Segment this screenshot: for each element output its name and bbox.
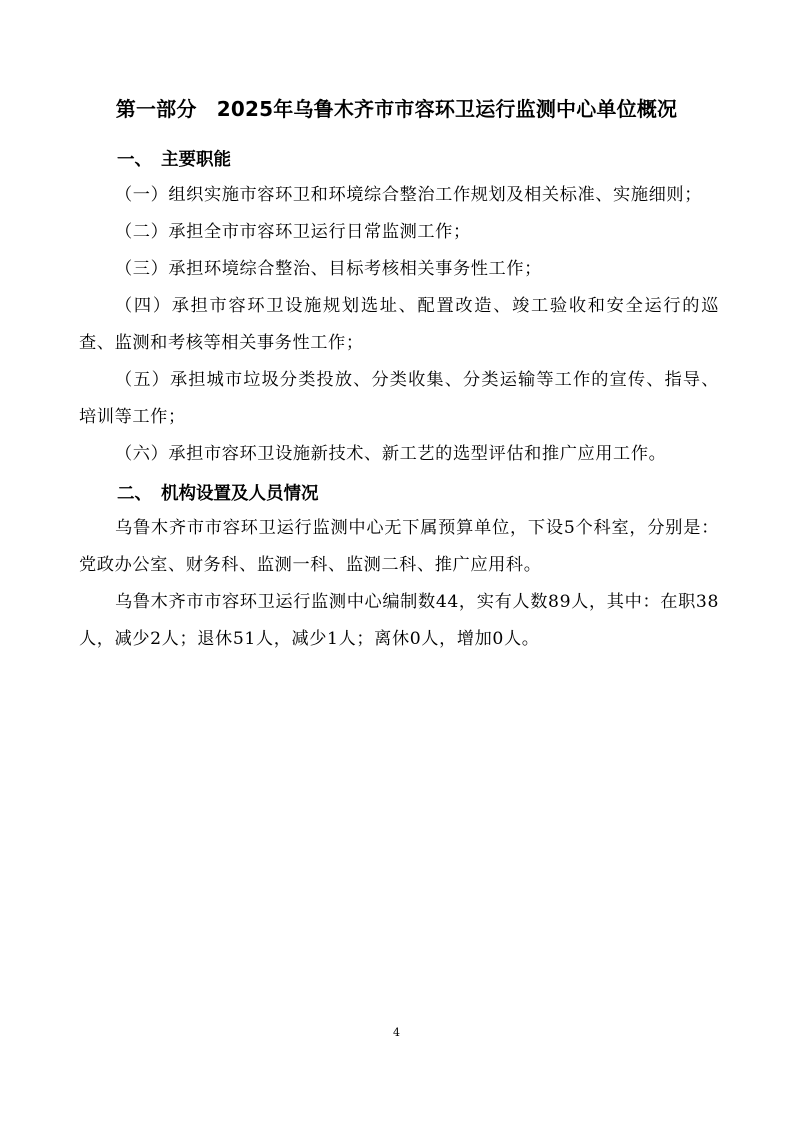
page-number: 4 [393,1026,400,1039]
paragraph: （二）承担全市市容环卫运行日常监测工作； [115,222,471,242]
paragraph: （四）承担市容环卫设施规划选址、配置改造、竣工验收和安全运行的巡查、监测和考核等相关事务性工作； [79,296,719,353]
paragraph: （六）承担市容环卫设施新技术、新工艺的选型评估和推广应用工作。 [115,444,667,464]
section-number: 二、 [117,484,152,504]
section-heading-text: 主要职能 [161,150,231,170]
section-heading-text: 机构设置及人员情况 [161,484,319,504]
page-title: 第一部分 2025年乌鲁木齐市市容环卫运行监测中心单位概况 [115,97,678,121]
section-heading-functions [117,146,231,174]
section-number: 一、 [117,150,152,170]
section-heading-organization [117,480,319,508]
paragraph: 乌鲁木齐市市容环卫运行监测中心无下属预算单位，下设5个科室，分别是：党政办公室、财务科、监测一科、监测二科、推广应用科。 [79,518,719,575]
paragraph: 乌鲁木齐市市容环卫运行监测中心编制数44，实有人数89人，其中：在职38人，减少2人；退休51人，减少1人；离休0人，增加0人。 [79,592,719,649]
paragraph: （一）组织实施市容环卫和环境综合整治工作规划及相关标准、实施细则； [115,185,702,205]
paragraph: （五）承担城市垃圾分类投放、分类收集、分类运输等工作的宣传、指导、培训等工作； [79,370,719,427]
paragraph: （三）承担环境综合整治、目标考核相关事务性工作； [115,259,542,279]
